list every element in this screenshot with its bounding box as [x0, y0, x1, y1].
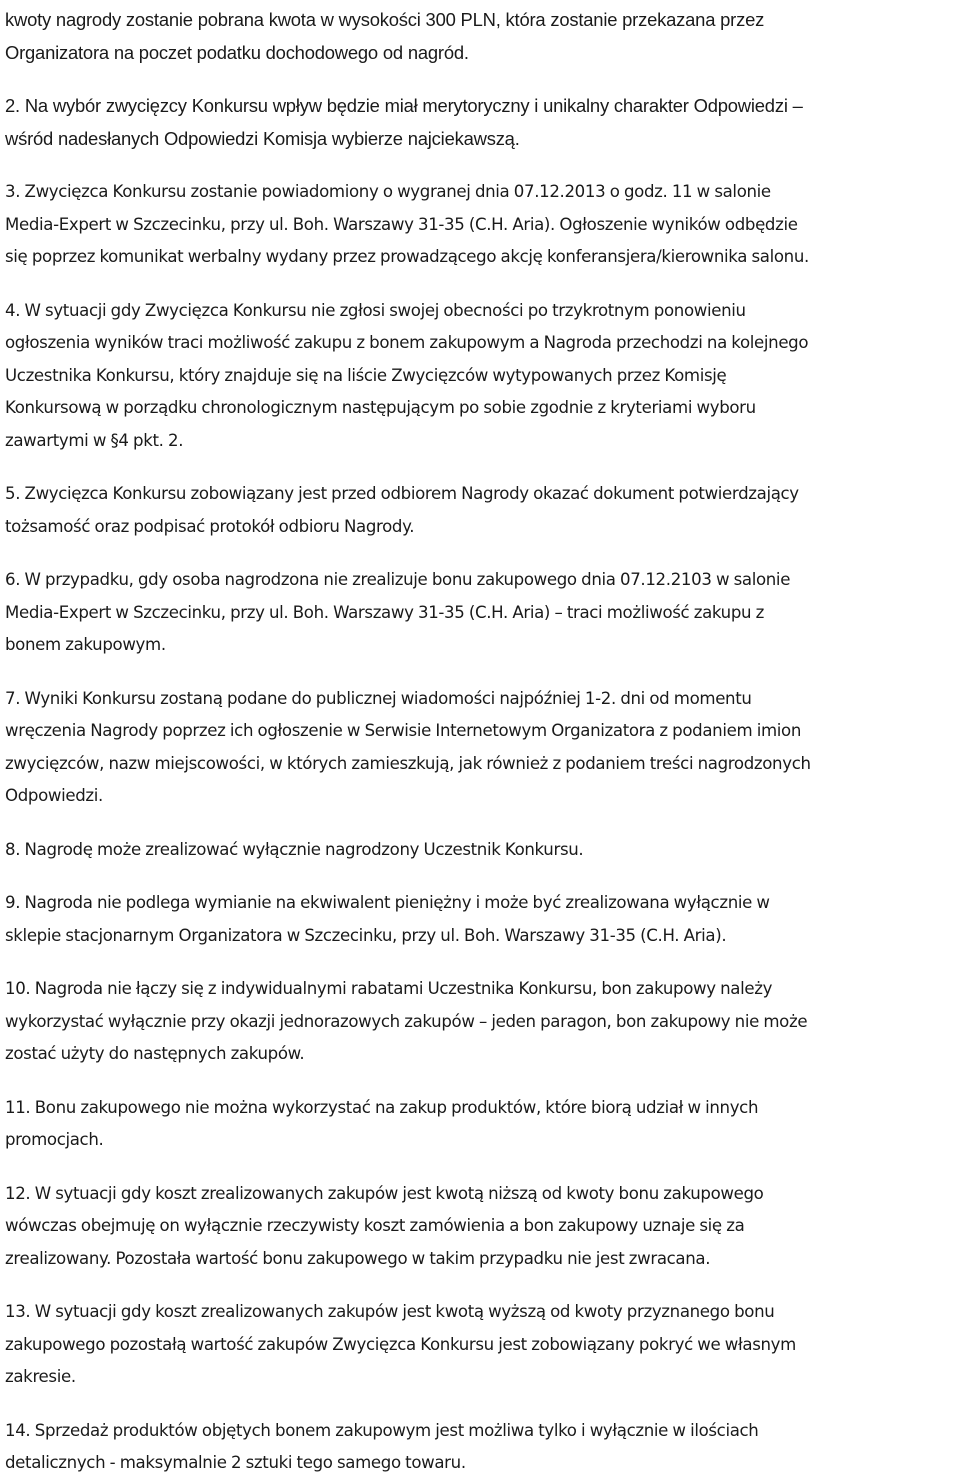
paragraph-11-promotions-excluded — [5, 1092, 955, 1157]
text-line: wręczenia Nagrody poprzez ich ogłoszenie w Serwisie Internetowym Organizatora z podaniem imion — [5, 721, 801, 740]
paragraph-2-winner-selection — [5, 90, 955, 155]
text-line: zrealizowany. Pozostała wartość bonu zakupowego w takim przypadku nie jest zwracana. — [5, 1248, 711, 1268]
text-line: zostać użyty do następnych zakupów. — [5, 1044, 305, 1063]
text-line: sklepie stacjonarnym Organizatora w Szczecinku, przy ul. Boh. Warszawy 31-35 (C.H. Aria). — [5, 925, 727, 945]
paragraph-9-no-cash-equivalent — [5, 887, 955, 952]
text-line: 4. W sytuacji gdy Zwycięzca Konkursu nie zgłosi swojej obecności po trzykrotnym ponowieniu — [5, 300, 746, 320]
text-line: 10. Nagroda nie łączy się z indywidualnymi rabatami Uczestnika Konkursu, bon zakupowy należy — [5, 979, 773, 998]
text-line: wówczas obejmuję on wyłącznie rzeczywisty koszt zamówienia a bon zakupowy uznaje się za — [5, 1216, 745, 1235]
paragraph-4-absent-winner — [5, 295, 955, 458]
text-line: wśród nadesłanych Odpowiedzi Komisja wybierze najciekawszą. — [5, 127, 520, 149]
paragraph-5-identity-document — [5, 478, 955, 543]
text-line: bonem zakupowym. — [5, 635, 166, 654]
text-line: się poprzez komunikat werbalny wydany przez prowadzącego akcję konferansjera/kierownika salonu. — [5, 247, 809, 266]
text-line: 7. Wyniki Konkursu zostaną podane do publicznej wiadomości najpóźniej 1-2. dni od momentu — [5, 688, 752, 708]
document-page — [5, 0, 955, 1480]
text-line: Media-Expert w Szczecinku, przy ul. Boh. Warszawy 31-35 (C.H. Aria) – traci możliwość zakupu z — [5, 602, 764, 622]
text-line: detalicznych - maksymalnie 2 sztuki tego samego towaru. — [5, 1453, 466, 1472]
text-line: zakresie. — [5, 1367, 76, 1386]
text-line: 13. W sytuacji gdy koszt zrealizowanych zakupów jest kwotą wyższą od kwoty przyznanego bonu — [5, 1302, 775, 1321]
text-line: promocjach. — [5, 1130, 104, 1149]
text-line: 6. W przypadku, gdy osoba nagrodzona nie zrealizuje bonu zakupowego dnia 07.12.2103 w salonie — [5, 570, 791, 589]
text-line: zakupowego pozostałą wartość zakupów Zwycięzca Konkursu jest zobowiązany pokryć we własnym — [5, 1334, 796, 1354]
text-line: ogłoszenia wyników traci możliwość zakupu z bonem zakupowym a Nagroda przechodzi na kolejnego — [5, 333, 809, 352]
paragraph-7-results-publication — [5, 683, 955, 813]
text-line: 11. Bonu zakupowego nie można wykorzystać na zakup produktów, które biorą udział w innych — [5, 1097, 759, 1117]
text-line: zawartymi w §4 pkt. 2. — [5, 430, 184, 450]
text-line: 12. W sytuacji gdy koszt zrealizowanych zakupów jest kwotą niższą od kwoty bonu zakupowego — [5, 1183, 764, 1203]
text-line: Odpowiedzi. — [5, 786, 103, 805]
text-line: 9. Nagroda nie podlega wymianie na ekwiwalent pieniężny i może być zrealizowana wyłącznie w — [5, 893, 770, 912]
text-line: zwycięzców, nazw miejscowości, w których zamieszkują, jak również z podaniem treści nagrodzonych — [5, 753, 811, 773]
text-line: Organizatora na poczet podatku dochodowego od nagród. — [5, 41, 469, 63]
text-line: tożsamość oraz podpisać protokół odbioru Nagrody. — [5, 516, 415, 536]
paragraph-12-lower-purchase-cost — [5, 1178, 955, 1276]
text-line: Konkursową w porządku chronologicznym następującym po sobie zgodnie z kryteriami wyboru — [5, 398, 756, 417]
paragraph-13-higher-purchase-cost — [5, 1296, 955, 1394]
text-line: Media-Expert w Szczecinku, przy ul. Boh. Warszawy 31-35 (C.H. Aria). Ogłoszenie wyników odbędzie — [5, 214, 798, 234]
text-line: wykorzystać wyłącznie przy okazji jednorazowych zakupów – jeden paragon, bon zakupowy nie może — [5, 1011, 808, 1031]
paragraph-6-voucher-loss — [5, 564, 955, 662]
text-line: kwoty nagrody zostanie pobrana kwota w wysokości 300 PLN, która zostanie przekazana przez — [5, 9, 765, 30]
text-line: 3. Zwycięzca Konkursu zostanie powiadomiony o wygranej dnia 07.12.2013 o godz. 11 w salonie — [5, 182, 771, 201]
text-line: 2. Na wybór zwycięzcy Konkursu wpływ będzie miał merytoryczny i unikalny charakter Odpowiedzi – — [5, 95, 803, 116]
paragraph-8-prize-redemption — [5, 834, 955, 867]
text-line: 8. Nagrodę może zrealizować wyłącznie nagrodzony Uczestnik Konkursu. — [5, 839, 584, 859]
paragraph-prize-tax — [5, 4, 955, 69]
paragraph-10-no-discount-combining — [5, 973, 955, 1071]
text-line: Uczestnika Konkursu, który znajduje się na liście Zwycięzców wytypowanych przez Komisję — [5, 365, 727, 385]
paragraph-3-winner-notification — [5, 176, 955, 274]
text-line: 14. Sprzedaż produktów objętych bonem zakupowym jest możliwa tylko i wyłącznie w ilościach — [5, 1420, 759, 1440]
text-line: 5. Zwycięzca Konkursu zobowiązany jest przed odbiorem Nagrody okazać dokument potwierdzający — [5, 484, 799, 503]
